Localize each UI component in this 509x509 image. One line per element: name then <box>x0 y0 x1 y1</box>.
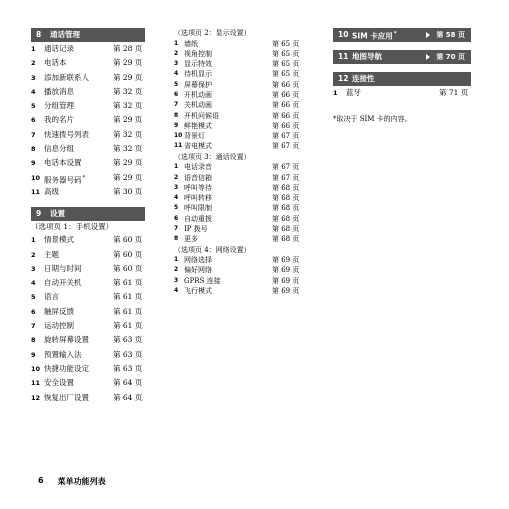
section-8-list <box>31 42 145 199</box>
item-number: 7 <box>174 225 179 233</box>
item-label: 添加新联系人 <box>44 72 89 82</box>
column-1 <box>31 28 145 405</box>
item-label: 语音信箱 <box>184 173 212 182</box>
list-item <box>174 224 302 234</box>
section-8-header <box>31 28 145 42</box>
list-item <box>31 171 145 185</box>
list-item <box>174 49 302 59</box>
list-item <box>174 111 302 121</box>
section-11-header <box>333 50 471 64</box>
item-label: 旋转屏幕设置 <box>44 335 89 345</box>
item-number: 5 <box>31 293 36 302</box>
list-item <box>31 362 145 376</box>
page-reference: 第 68 页 <box>272 235 300 244</box>
list-item <box>31 128 145 142</box>
option-page-heading: （选项页 4：网络设置） <box>174 245 251 254</box>
list-item <box>31 248 145 262</box>
page-reference: 第 68 页 <box>272 225 300 234</box>
item-number: 6 <box>174 214 179 222</box>
list-item <box>31 185 145 199</box>
item-label: 背景灯 <box>184 132 205 141</box>
item-label: 分组管理 <box>44 101 74 111</box>
item-number: 5 <box>174 80 179 88</box>
item-label: 自动重拨 <box>184 214 212 223</box>
list-item <box>174 276 302 286</box>
item-label: 主题 <box>44 249 59 259</box>
item-number: 3 <box>174 60 179 68</box>
list-item <box>31 99 145 113</box>
footnote: *取决于 SIM 卡的内容。 <box>333 115 412 124</box>
page-reference: 第 65 页 <box>272 60 300 69</box>
page-reference: 第 60 页 <box>113 263 143 273</box>
call-settings-list <box>174 162 302 244</box>
item-number: 3 <box>31 73 36 82</box>
page-footer <box>38 476 106 487</box>
page-reference: 第 68 页 <box>272 183 300 192</box>
item-number: 8 <box>31 145 36 154</box>
item-label: 运动控制 <box>44 321 74 331</box>
list-item <box>31 156 145 170</box>
section-10-header <box>333 28 471 42</box>
item-number: 2 <box>174 266 179 274</box>
item-label: 蓝牙 <box>346 88 361 97</box>
item-label: 呼叫限制 <box>184 204 212 213</box>
list-item <box>174 193 302 203</box>
list-item <box>31 85 145 99</box>
item-label: 显示特效 <box>184 60 212 69</box>
section-number: 10 <box>338 30 349 39</box>
item-number: 4 <box>31 87 36 96</box>
list-item <box>174 265 302 275</box>
page-reference: 第 60 页 <box>113 235 143 245</box>
page-reference: 第 68 页 <box>272 204 300 213</box>
item-label: 触屏反馈 <box>44 306 74 316</box>
item-label: 情景模式 <box>44 235 74 245</box>
item-number: 8 <box>174 111 179 119</box>
page-reference: 第 29 页 <box>113 115 143 125</box>
item-label: 视角控制 <box>184 49 212 58</box>
list-item <box>174 121 302 131</box>
page-reference: 第 63 页 <box>113 335 143 345</box>
item-number: 6 <box>31 307 36 316</box>
item-number: 6 <box>174 90 179 98</box>
list-item <box>174 162 302 172</box>
item-label: 语言 <box>44 292 59 302</box>
item-label: 快速拨号列表 <box>44 129 89 139</box>
item-number: 9 <box>174 121 179 129</box>
page-reference: 第 66 页 <box>272 90 300 99</box>
item-number: 1 <box>174 39 179 47</box>
item-number: 5 <box>174 204 179 212</box>
page-reference: 第 29 页 <box>113 158 143 168</box>
item-number: 10 <box>31 173 41 182</box>
page-reference: 第 63 页 <box>113 349 143 359</box>
page-reference: 第 64 页 <box>113 378 143 388</box>
option-page-heading: （选项页 3：通话设置） <box>174 152 251 161</box>
page-reference: 第 69 页 <box>272 287 300 296</box>
section-title: 通话管理 <box>50 30 80 39</box>
item-label: 屏幕保护 <box>184 80 212 89</box>
item-number: 2 <box>174 173 179 181</box>
item-label: 通话记录 <box>44 44 74 53</box>
item-label: 鲜艳模式 <box>184 121 212 130</box>
section-number: 11 <box>338 52 349 61</box>
list-item <box>174 100 302 110</box>
list-item <box>174 255 302 265</box>
section-title: SIM 卡应用* <box>352 30 397 41</box>
footnote-star: * <box>393 30 397 37</box>
page-reference: 第 64 页 <box>113 392 143 402</box>
display-settings-list <box>174 39 302 152</box>
item-label: 更多 <box>184 235 198 244</box>
item-label: 飞行模式 <box>184 287 212 296</box>
list-item <box>174 203 302 213</box>
page-reference: 第 29 页 <box>113 172 143 182</box>
item-number: 8 <box>174 235 179 243</box>
item-number: 4 <box>31 279 36 288</box>
item-number: 6 <box>31 116 36 125</box>
page-reference: 第 58 页 <box>426 28 471 42</box>
page-reference: 第 71 页 <box>439 88 469 97</box>
list-item <box>174 59 302 69</box>
item-number: 3 <box>174 276 179 284</box>
item-number: 1 <box>174 163 179 171</box>
item-label: 电话录音 <box>184 163 212 172</box>
page-reference: 第 61 页 <box>113 292 143 302</box>
item-label: 偏好网络 <box>184 266 212 275</box>
item-label: 高级 <box>44 186 59 196</box>
item-label: GPRS 连接 <box>184 276 221 285</box>
item-number: 10 <box>31 364 41 373</box>
page-reference: 第 68 页 <box>272 194 300 203</box>
list-item <box>31 290 145 304</box>
item-label: 自动开关机 <box>44 278 82 288</box>
footnote-star: * <box>82 174 86 181</box>
page-number: 6 <box>38 476 44 485</box>
list-item <box>31 56 145 70</box>
item-number: 3 <box>174 183 179 191</box>
item-number: 1 <box>333 89 338 97</box>
item-number: 5 <box>31 102 36 111</box>
page-reference: 第 67 页 <box>272 142 300 151</box>
section-number: 8 <box>36 30 42 39</box>
page-reference: 第 69 页 <box>272 276 300 285</box>
page-reference: 第 32 页 <box>113 144 143 154</box>
item-number: 4 <box>174 194 179 202</box>
page-reference: 第 61 页 <box>113 321 143 331</box>
item-label: IP 拨号 <box>184 225 208 234</box>
section-12-header <box>333 72 471 86</box>
item-number: 9 <box>31 350 36 359</box>
page-reference: 第 66 页 <box>272 80 300 89</box>
item-label: 墙纸 <box>184 39 198 48</box>
item-number: 2 <box>31 59 36 68</box>
list-item <box>174 69 302 79</box>
page-reference: 第 29 页 <box>113 58 143 68</box>
page-reference: 第 67 页 <box>272 132 300 141</box>
item-number: 10 <box>174 132 183 140</box>
list-item <box>31 71 145 85</box>
item-label: 快捷功能设定 <box>44 363 89 373</box>
list-item <box>31 333 145 347</box>
page-reference: 第 70 页 <box>426 50 471 64</box>
page-reference: 第 61 页 <box>113 306 143 316</box>
page-reference: 第 63 页 <box>113 363 143 373</box>
arrow-right-icon <box>426 32 430 38</box>
column-3 <box>333 28 471 124</box>
item-label: 网络选择 <box>184 256 212 265</box>
item-number: 1 <box>31 45 36 53</box>
section-number: 9 <box>36 209 42 219</box>
page-reference: 第 28 页 <box>113 44 143 53</box>
page-reference: 第 61 页 <box>113 278 143 288</box>
item-label: 电话本设置 <box>44 158 82 168</box>
item-number: 11 <box>31 379 41 388</box>
page-reference: 第 66 页 <box>272 111 300 120</box>
item-number: 2 <box>174 49 179 57</box>
section-9-header <box>31 207 145 221</box>
item-number: 11 <box>174 142 183 150</box>
item-label: 省电模式 <box>184 142 212 151</box>
item-label: 日期与时间 <box>44 263 82 273</box>
item-number: 4 <box>174 70 179 78</box>
page-reference: 第 32 页 <box>113 101 143 111</box>
item-label: 预置输入法 <box>44 349 82 359</box>
list-item <box>174 80 302 90</box>
page-reference: 第 65 页 <box>272 39 300 48</box>
page-reference: 第 65 页 <box>272 70 300 79</box>
item-label: 开机动画 <box>184 90 212 99</box>
page-reference: 第 30 页 <box>113 186 143 196</box>
page-reference: 第 65 页 <box>272 49 300 58</box>
section-number: 12 <box>338 74 349 83</box>
page-reference: 第 29 页 <box>113 72 143 82</box>
arrow-right-icon <box>426 54 430 60</box>
list-item <box>31 319 145 333</box>
item-number: 9 <box>31 159 36 168</box>
page-reference: 第 67 页 <box>272 173 300 182</box>
list-item <box>174 90 302 100</box>
page-reference: 第 69 页 <box>272 266 300 275</box>
list-item <box>174 141 302 151</box>
list-item <box>31 276 145 290</box>
section-9-list <box>31 233 145 405</box>
list-item <box>333 86 471 100</box>
item-label: 呼叫转移 <box>184 194 212 203</box>
page-reference: 第 69 页 <box>272 256 300 265</box>
item-number: 1 <box>174 256 179 264</box>
section-title: 连接性 <box>352 74 375 83</box>
list-item <box>31 113 145 127</box>
item-number: 12 <box>31 393 41 402</box>
section-12-list <box>333 86 471 100</box>
page-reference: 第 66 页 <box>272 101 300 110</box>
item-number: 7 <box>31 322 36 331</box>
list-item <box>31 305 145 319</box>
item-number: 7 <box>174 101 179 109</box>
page-reference: 第 32 页 <box>113 86 143 96</box>
list-item <box>31 262 145 276</box>
item-number: 1 <box>31 236 36 245</box>
item-number: 2 <box>31 250 36 259</box>
item-label: 我的名片 <box>44 115 74 125</box>
list-item <box>31 376 145 390</box>
item-number: 3 <box>31 264 36 273</box>
item-label: 电话本 <box>44 58 67 68</box>
section-title: 地图导航 <box>352 52 382 61</box>
option-page-heading: （选项页 2：显示设置） <box>174 29 251 37</box>
item-label: 关机动画 <box>184 101 212 110</box>
item-number: 7 <box>31 130 36 139</box>
list-item <box>174 173 302 183</box>
page-reference: 第 32 页 <box>113 129 143 139</box>
item-number: 8 <box>31 336 36 345</box>
item-number: 11 <box>31 187 41 196</box>
list-item <box>31 348 145 362</box>
item-label: 安全设置 <box>44 378 74 388</box>
page-reference: 第 66 页 <box>272 121 300 130</box>
list-item <box>174 39 302 49</box>
item-label: 呼叫等待 <box>184 183 212 192</box>
item-label: 开机问候语 <box>184 111 219 120</box>
list-item <box>31 42 145 56</box>
item-label: 播放消息 <box>44 86 74 96</box>
page-reference: 第 60 页 <box>113 249 143 259</box>
item-label: 恢复出厂设置 <box>44 392 89 402</box>
item-label: 服务器号码* <box>44 174 86 185</box>
list-item <box>174 214 302 224</box>
section-title: 设置 <box>50 209 65 219</box>
list-item <box>174 286 302 296</box>
option-page-heading: （选项页 1：手机设置） <box>31 222 114 232</box>
page-reference: 第 67 页 <box>272 163 300 172</box>
item-number: 4 <box>174 287 179 295</box>
list-item <box>31 142 145 156</box>
list-item <box>31 233 145 247</box>
column-2 <box>174 28 302 296</box>
list-item <box>31 391 145 405</box>
list-item <box>174 234 302 244</box>
list-item <box>174 183 302 193</box>
item-label: 待机显示 <box>184 70 212 79</box>
page-reference: 第 68 页 <box>272 214 300 223</box>
network-settings-list <box>174 255 302 296</box>
list-item <box>174 131 302 141</box>
item-label: 信息分组 <box>44 144 74 154</box>
footer-title: 菜单功能列表 <box>57 477 106 486</box>
